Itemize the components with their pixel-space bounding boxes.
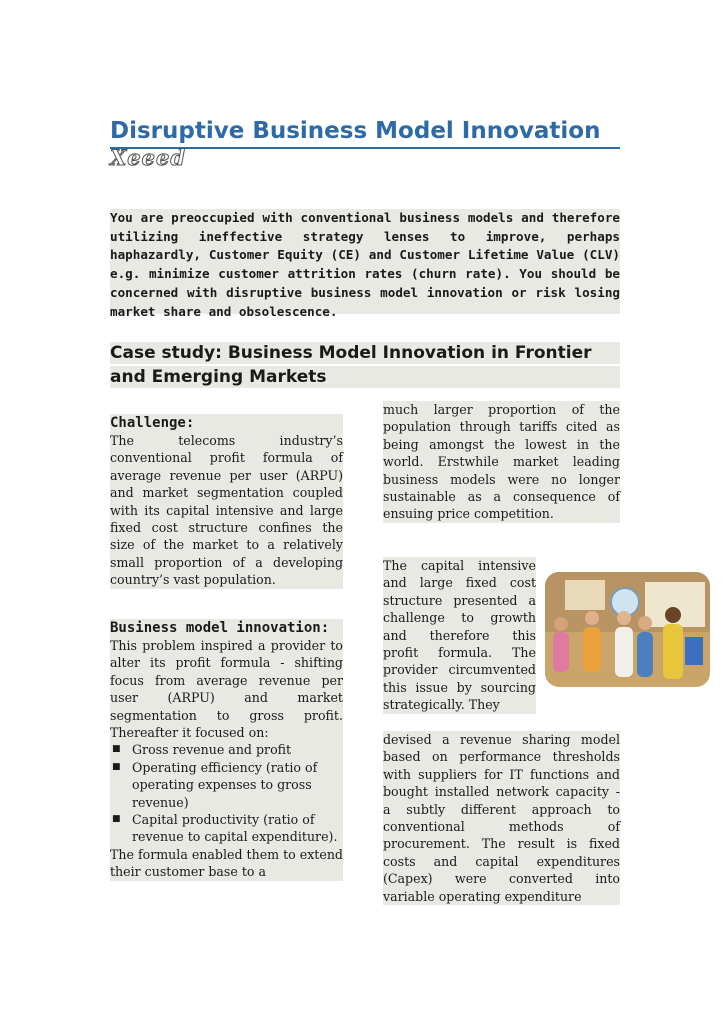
case-study-heading bbox=[110, 342, 620, 388]
team-photo bbox=[545, 572, 710, 687]
brand-logo-text: Xeeed bbox=[110, 145, 187, 170]
right-paragraph-2-wrap: The capital intensive and large fixed cost structure presented a challenge to growth and therefore this profit formula. The provider circumvented this issue by sourcing strategically. They bbox=[383, 558, 536, 713]
challenge-text: The telecoms industry’s conventional profit formula of average revenue per user (ARPU) and market segmentation coupled with its capital intensive and large fixed cost structure confines the size of the market to a relatively small proportion of a developing country’s vast population. bbox=[110, 433, 343, 588]
business-model-innovation-section bbox=[110, 619, 343, 881]
list-item: ■ Gross revenue and profit bbox=[132, 741, 343, 758]
team-photo-illustration bbox=[545, 572, 710, 687]
list-item: ■ Capital productivity (ratio of revenue to capital expenditure). bbox=[132, 811, 343, 846]
challenge-section bbox=[110, 414, 343, 589]
intro-paragraph: You are preoccupied with conventional business models and therefore utilizing ineffective strategy lenses to improve, perhaps haphazardly, Customer Equity (CE) and Customer Lifetime Value (CLV) e.g. minimize customer attrition rates (churn rate). You should be concerned with disruptive business model innovation or risk losing market share and obsolescence. bbox=[110, 210, 620, 319]
bmi-text: This problem inspired a provider to alter its profit formula - shifting focus from average revenue per user (ARPU) and market segmentation to gross profit. Thereafter it focused on: bbox=[110, 638, 343, 741]
case-study-heading-line2: and Emerging Markets bbox=[110, 366, 620, 388]
document-title: Disruptive Business Model Innovation bbox=[110, 118, 620, 149]
bmi-heading: Business model innovation: bbox=[110, 620, 330, 636]
right-paragraph-1: much larger proportion of the population through tariffs cited as being amongst the lowest in the world. Erstwhile market leading business models were no longer sustainable as a consequence of ensuing price competition. bbox=[383, 402, 620, 522]
bullet-list bbox=[110, 741, 343, 845]
case-study-heading-line1: Case study: Business Model Innovation in Frontier bbox=[110, 342, 620, 364]
challenge-heading: Challenge: bbox=[110, 415, 195, 431]
closing-text: The formula enabled them to extend their customer base to a bbox=[110, 846, 343, 880]
right-paragraph-2-cont: devised a revenue sharing model based on performance thresholds with suppliers for IT functions and bought installed network capacity - a subtly different approach to conventional methods of procurement. The result is fixed costs and capital expenditures (Capex) were converted into variable operating expenditure bbox=[383, 732, 620, 904]
list-item: ■ Operating efficiency (ratio of operating expenses to gross revenue) bbox=[132, 759, 343, 811]
